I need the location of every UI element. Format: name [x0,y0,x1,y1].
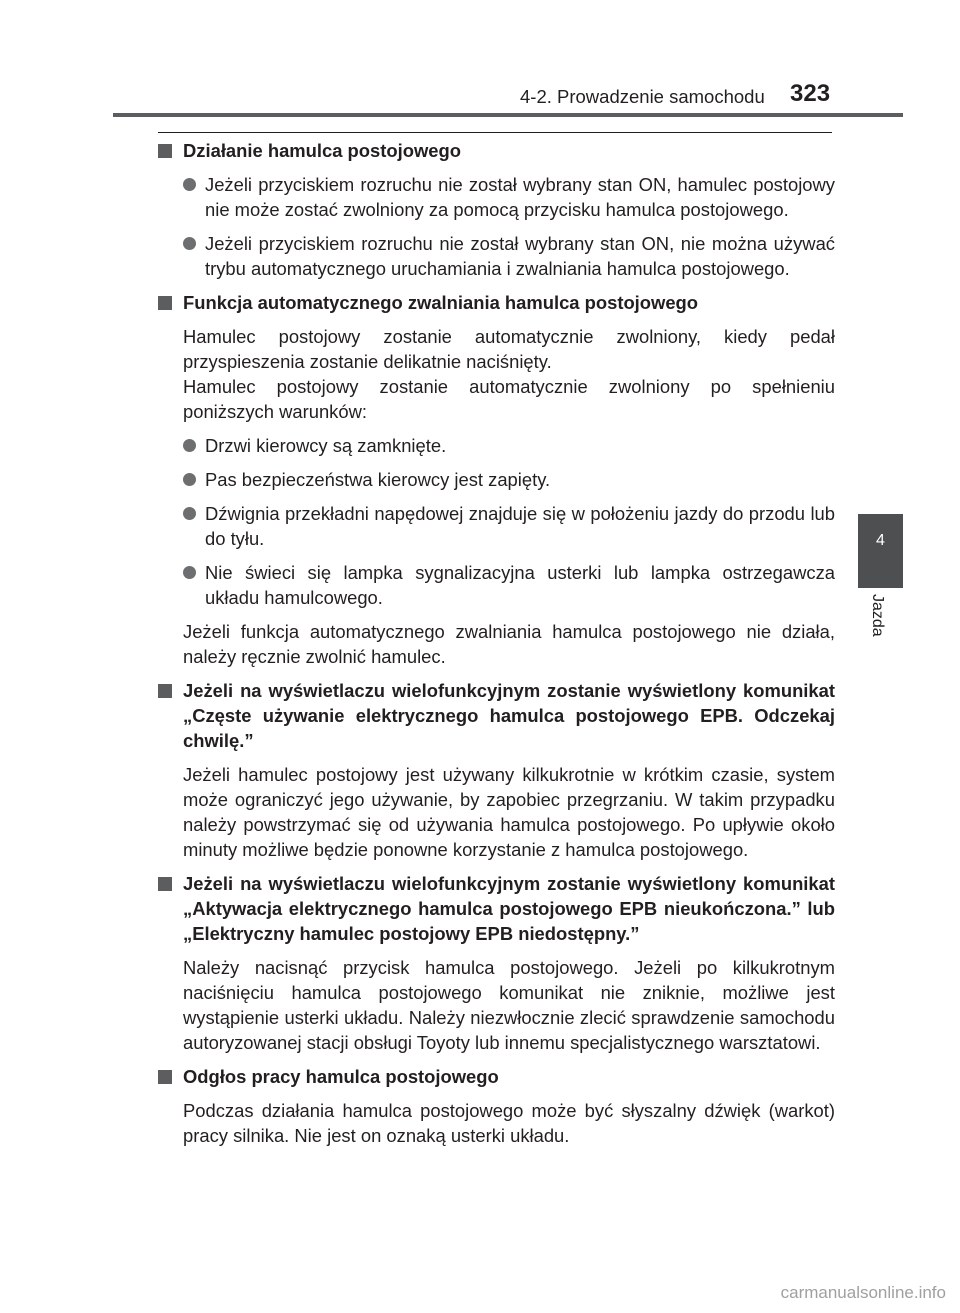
header-rule [113,113,903,117]
content-top-rule [158,132,832,133]
body-paragraph [155,955,835,1055]
square-bullet-icon [158,684,172,698]
list-item-text: Nie świeci się lampka sygnalizacyjna usterki lub lampka ostrzegawcza układu hamulcowego. [205,562,835,608]
section-heading [155,290,835,315]
paragraph-line: Hamulec postojowy zostanie automatycznie zwolniony po spełnieniu poniższych warunków: [183,376,835,422]
chapter-tab [858,514,903,588]
round-bullet-icon [183,507,196,520]
body-paragraph [155,762,835,862]
round-bullet-icon [183,237,196,250]
section-heading [155,1064,835,1089]
section-heading [155,678,835,753]
section-heading-text: Odgłos pracy hamulca postojowego [183,1066,499,1087]
chapter-number: 4 [876,532,885,549]
square-bullet-icon [158,1070,172,1084]
watermark: carmanualsonline.info [780,1283,946,1302]
section-heading-text: Jeżeli na wyświetlaczu wielofunkcyjnym zostanie wyświetlony komunikat „Aktywacja elektrycznego hamulca postojowego EPB nieukończona.” lub „Elektryczny hamulec postojowy EPB niedostępny.” [183,873,835,944]
section-heading-text: Jeżeli na wyświetlaczu wielofunkcyjnym zostanie wyświetlony komunikat „Częste używanie elektrycznego hamulca postojowego EPB. Odczekaj chwilę.” [183,680,835,751]
main-content [155,138,835,1157]
paragraph-line: Należy nacisnąć przycisk hamulca postojowego. Jeżeli po kilkukrotnym naciśnięciu hamulca postojowego komunikat nie zniknie, możliwe jest wystąpienie usterki układu. Należy niezwłocznie zlecić sprawdzenie samochodu autoryzowanej stacji obsługi Toyoty lub innemu specjalistycznego warsztatowi. [183,957,835,1053]
round-bullet-icon [183,439,196,452]
square-bullet-icon [158,144,172,158]
body-paragraph [155,324,835,424]
paragraph-line: Jeżeli hamulec postojowy jest używany kilkukrotnie w krótkim czasie, system może ograniczyć jego używanie, by zapobiec przegrzaniu. W takim przypadku należy powstrzymać się od używania hamulca postojowego. Po upływie około minuty możliwe będzie ponowne korzystanie z hamulca postojowego. [183,764,835,860]
list-item-text: Jeżeli przyciskiem rozruchu nie został wybrany stan ON, hamulec postojowy nie może zostać zwolniony za pomocą przycisku hamulca postojowego. [205,174,835,220]
round-bullet-icon [183,566,196,579]
list-item-text: Pas bezpieczeństwa kierowcy jest zapięty. [205,469,551,490]
round-bullet-icon [183,473,196,486]
list-item [155,467,835,492]
section-heading-text: Funkcja automatycznego zwalniania hamulca postojowego [183,292,699,313]
list-item-text: Jeżeli przyciskiem rozruchu nie został wybrany stan ON, nie można używać trybu automatycznego uruchamiania i zwalniania hamulca postojowego. [205,233,835,279]
round-bullet-icon [183,178,196,191]
list-item [155,560,835,610]
paragraph-line: Podczas działania hamulca postojowego może być słyszalny dźwięk (warkot) pracy silnika. Nie jest on oznaką usterki układu. [183,1100,835,1146]
square-bullet-icon [158,296,172,310]
paragraph-line: Hamulec postojowy zostanie automatycznie zwolniony, kiedy pedał przyspieszenia zostanie delikatnie naciśnięty. [183,326,835,372]
paragraph-line: Jeżeli funkcja automatycznego zwalniania hamulca postojowego nie działa, należy ręcznie zwolnić hamulec. [183,621,835,667]
list-item [155,231,835,281]
page-number: 323 [790,80,831,107]
list-item [155,501,835,551]
section-heading [155,871,835,946]
body-paragraph [155,1098,835,1148]
running-header-section: 4-2. Prowadzenie samochodu [520,86,765,107]
chapter-label: Jazda [869,594,886,637]
section-heading [155,138,835,163]
list-item-text: Drzwi kierowcy są zamknięte. [205,435,447,456]
list-item [155,433,835,458]
body-paragraph [155,619,835,669]
square-bullet-icon [158,877,172,891]
list-item-text: Dźwignia przekładni napędowej znajduje się w położeniu jazdy do przodu lub do tyłu. [205,503,835,549]
section-heading-text: Działanie hamulca postojowego [183,140,461,161]
chapter-label-container [868,594,898,664]
list-item [155,172,835,222]
